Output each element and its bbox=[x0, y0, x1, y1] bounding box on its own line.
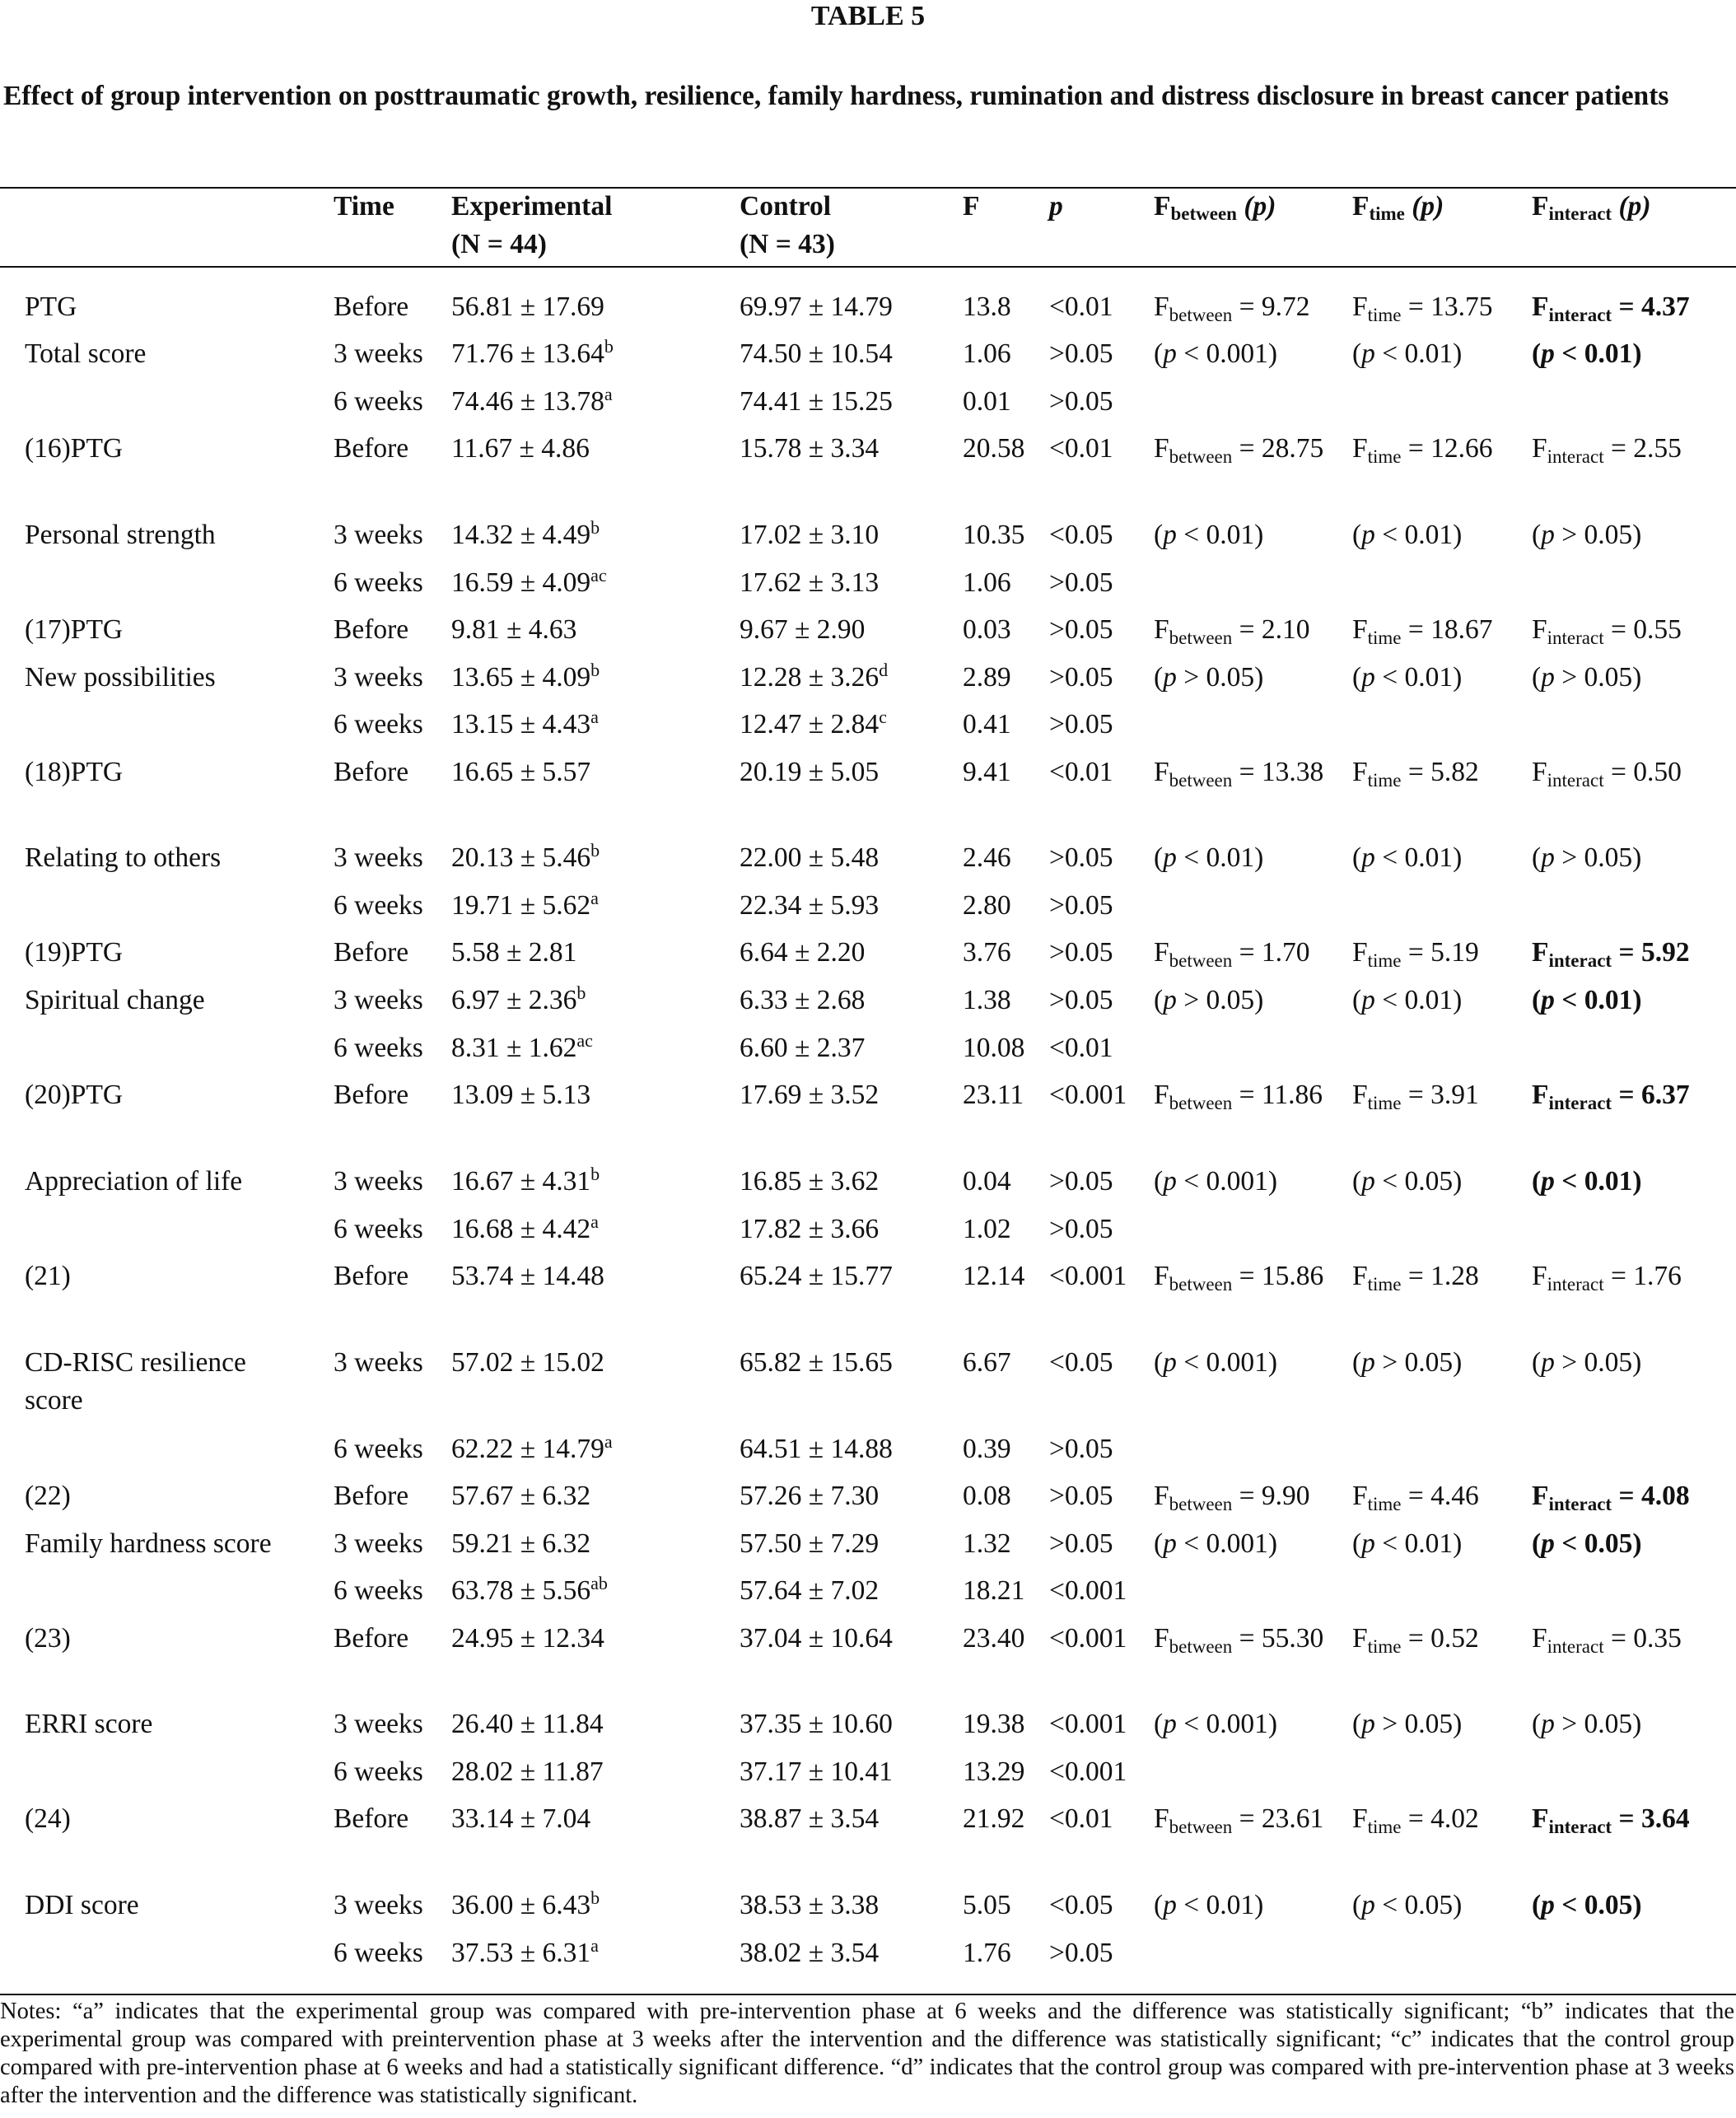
cell-f: 1.32 bbox=[963, 1528, 1011, 1559]
cell-measure: (23) bbox=[25, 1623, 71, 1654]
cell-f-interact: $F_{interact} = 0.50$ bbox=[1532, 757, 1682, 791]
cell-f: 0.08 bbox=[963, 1481, 1011, 1511]
table-caption: Effect of group intervention on posttraumatic growth, resilience, family hardness, rumination and distress disclosure in breast cancer patients bbox=[3, 81, 1669, 111]
cell-time: 6 weeks bbox=[334, 1938, 423, 1968]
cell-p: <0.01 bbox=[1049, 757, 1113, 787]
cell-experimental: 57.67 ± 6.32 bbox=[451, 1481, 591, 1511]
cell-f-between: (p > 0.05) bbox=[1154, 662, 1264, 693]
cell-f-time: (p < 0.01) bbox=[1352, 985, 1463, 1015]
cell-measure: (17)PTG bbox=[25, 614, 124, 645]
cell-f-time: (p < 0.01) bbox=[1352, 520, 1463, 550]
cell-experimental: 19.71 ± 5.62$^a$ bbox=[451, 888, 599, 921]
cell-f-interact: $F_{interact} = 0.55$ bbox=[1532, 614, 1682, 648]
cell-measure: ERRI score bbox=[25, 1709, 153, 1739]
cell-p: >0.05 bbox=[1049, 1166, 1113, 1197]
cell-experimental: 13.15 ± 4.43$^a$ bbox=[451, 707, 599, 739]
cell-experimental: 59.21 ± 6.32 bbox=[451, 1528, 591, 1559]
header-f-time: $F_{time}$ (p) bbox=[1352, 191, 1444, 224]
header-f-between: $F_{between}$ (p) bbox=[1154, 191, 1276, 224]
cell-control: 17.62 ± 3.13 bbox=[740, 567, 880, 598]
cell-f: 5.05 bbox=[963, 1890, 1011, 1920]
cell-control: 20.19 ± 5.05 bbox=[740, 757, 880, 787]
cell-f: 10.08 bbox=[963, 1033, 1025, 1063]
cell-f-between: $F_{between} = 9.90$ bbox=[1154, 1481, 1310, 1514]
cell-measure: (20)PTG bbox=[25, 1080, 124, 1110]
cell-f-time: (p < 0.05) bbox=[1352, 1166, 1463, 1197]
cell-f-between: $F_{between} = 9.72$ bbox=[1154, 292, 1310, 325]
cell-control: 65.24 ± 15.77 bbox=[740, 1261, 893, 1291]
cell-f-time: $F_{time} = 5.82$ bbox=[1352, 757, 1479, 791]
cell-experimental: 26.40 ± 11.84 bbox=[451, 1709, 604, 1739]
cell-time: 3 weeks bbox=[334, 1347, 423, 1378]
cell-control: 64.51 ± 14.88 bbox=[740, 1434, 893, 1464]
cell-f-interact: (p > 0.05) bbox=[1532, 1709, 1642, 1739]
cell-p: <0.05 bbox=[1049, 520, 1113, 550]
cell-control: 6.60 ± 2.37 bbox=[740, 1033, 866, 1063]
cell-time: Before bbox=[334, 757, 409, 787]
cell-f-time: $F_{time} = 3.91$ bbox=[1352, 1080, 1479, 1113]
cell-f-time: $F_{time} = 13.75$ bbox=[1352, 292, 1493, 325]
cell-f: 6.67 bbox=[963, 1347, 1011, 1378]
cell-f: 0.03 bbox=[963, 614, 1011, 645]
cell-experimental: 71.76 ± 13.64$^b$ bbox=[451, 336, 614, 369]
cell-control: 22.00 ± 5.48 bbox=[740, 842, 880, 873]
cell-f: 0.04 bbox=[963, 1166, 1011, 1197]
cell-f-interact: (p < 0.05) bbox=[1532, 1528, 1642, 1559]
cell-f-between: $F_{between} = 1.70$ bbox=[1154, 937, 1310, 971]
cell-control: 6.64 ± 2.20 bbox=[740, 937, 866, 968]
cell-p: <0.01 bbox=[1049, 1033, 1113, 1063]
cell-f: 0.41 bbox=[963, 709, 1011, 739]
table-top-rule bbox=[0, 187, 1736, 189]
cell-f-between: $F_{between} = 28.75$ bbox=[1154, 433, 1324, 467]
cell-time: Before bbox=[334, 1080, 409, 1110]
cell-control: 17.82 ± 3.66 bbox=[740, 1214, 880, 1244]
cell-time: 6 weeks bbox=[334, 1434, 423, 1464]
cell-p: <0.001 bbox=[1049, 1623, 1127, 1654]
cell-measure: Family hardness score bbox=[25, 1528, 272, 1559]
cell-f-time: (p > 0.05) bbox=[1352, 1709, 1463, 1739]
cell-control: 37.35 ± 10.60 bbox=[740, 1709, 893, 1739]
cell-measure: Spiritual change bbox=[25, 985, 205, 1015]
cell-f: 1.38 bbox=[963, 985, 1011, 1015]
cell-experimental: 74.46 ± 13.78$^a$ bbox=[451, 384, 613, 417]
cell-measure: PTG bbox=[25, 292, 77, 322]
cell-measure: Personal strength bbox=[25, 520, 216, 550]
cell-f-between: $F_{between} = 15.86$ bbox=[1154, 1261, 1324, 1295]
cell-f-between: (p < 0.001) bbox=[1154, 1528, 1278, 1559]
cell-control: 57.50 ± 7.29 bbox=[740, 1528, 880, 1559]
cell-f: 19.38 bbox=[963, 1709, 1025, 1739]
cell-control: 22.34 ± 5.93 bbox=[740, 890, 880, 921]
cell-control: 16.85 ± 3.62 bbox=[740, 1166, 880, 1197]
cell-measure: (21) bbox=[25, 1261, 71, 1291]
cell-time: 3 weeks bbox=[334, 662, 423, 693]
cell-control: 12.28 ± 3.26$^d$ bbox=[740, 660, 889, 693]
cell-p: <0.05 bbox=[1049, 1890, 1113, 1920]
cell-time: 3 weeks bbox=[334, 520, 423, 550]
cell-p: <0.001 bbox=[1049, 1080, 1127, 1110]
cell-f-time: $F_{time} = 12.66$ bbox=[1352, 433, 1493, 467]
cell-control: 37.17 ± 10.41 bbox=[740, 1756, 893, 1787]
cell-experimental: 57.02 ± 15.02 bbox=[451, 1347, 604, 1378]
cell-p: <0.001 bbox=[1049, 1709, 1127, 1739]
cell-experimental: 62.22 ± 14.79$^a$ bbox=[451, 1431, 613, 1464]
cell-p: >0.05 bbox=[1049, 985, 1113, 1015]
cell-measure: DDI score bbox=[25, 1890, 139, 1920]
cell-f-time: $F_{time} = 5.19$ bbox=[1352, 937, 1479, 971]
cell-f-between: $F_{between} = 13.38$ bbox=[1154, 757, 1324, 791]
cell-experimental: 33.14 ± 7.04 bbox=[451, 1803, 591, 1834]
cell-f: 10.35 bbox=[963, 520, 1025, 550]
cell-experimental: 24.95 ± 12.34 bbox=[451, 1623, 604, 1654]
cell-p: <0.001 bbox=[1049, 1575, 1127, 1606]
cell-measure: New possibilities bbox=[25, 662, 216, 693]
cell-control: 38.02 ± 3.54 bbox=[740, 1938, 880, 1968]
cell-control: 38.53 ± 3.38 bbox=[740, 1890, 880, 1920]
cell-experimental: 13.65 ± 4.09$^b$ bbox=[451, 660, 600, 693]
cell-f-interact: $F_{interact} = 6.37$ bbox=[1532, 1080, 1690, 1113]
cell-measure: (19)PTG bbox=[25, 937, 124, 968]
cell-f-time: $F_{time} = 0.52$ bbox=[1352, 1623, 1479, 1657]
cell-time: 6 weeks bbox=[334, 1033, 423, 1063]
cell-p: >0.05 bbox=[1049, 338, 1113, 369]
cell-time: 6 weeks bbox=[334, 1214, 423, 1244]
cell-p: >0.05 bbox=[1049, 709, 1113, 739]
cell-f-interact: (p > 0.05) bbox=[1532, 1347, 1642, 1378]
cell-f-time: $F_{time} = 1.28$ bbox=[1352, 1261, 1479, 1295]
table-label: TABLE 5 bbox=[810, 1, 926, 31]
cell-p: <0.05 bbox=[1049, 1347, 1113, 1378]
cell-experimental: 9.81 ± 4.63 bbox=[451, 614, 577, 645]
table-bottom-rule bbox=[0, 1994, 1736, 1995]
cell-control: 69.97 ± 14.79 bbox=[740, 292, 893, 322]
cell-f: 23.11 bbox=[963, 1080, 1024, 1110]
cell-control: 17.02 ± 3.10 bbox=[740, 520, 880, 550]
cell-p: <0.01 bbox=[1049, 433, 1113, 464]
cell-time: Before bbox=[334, 1803, 409, 1834]
cell-experimental: 56.81 ± 17.69 bbox=[451, 292, 604, 322]
cell-control: 9.67 ± 2.90 bbox=[740, 614, 866, 645]
cell-f-time: (p > 0.05) bbox=[1352, 1347, 1463, 1378]
cell-f-interact: (p < 0.01) bbox=[1532, 1166, 1642, 1197]
cell-f: 23.40 bbox=[963, 1623, 1025, 1654]
cell-f-between: (p < 0.01) bbox=[1154, 1890, 1264, 1920]
cell-p: >0.05 bbox=[1049, 890, 1113, 921]
cell-f: 13.8 bbox=[963, 292, 1011, 322]
cell-f: 2.80 bbox=[963, 890, 1011, 921]
cell-f: 0.01 bbox=[963, 386, 1011, 417]
cell-p: >0.05 bbox=[1049, 614, 1113, 645]
cell-f-interact: (p > 0.05) bbox=[1532, 520, 1642, 550]
cell-experimental: 8.31 ± 1.62$^{ac}$ bbox=[451, 1030, 593, 1063]
cell-f-between: $F_{between} = 55.30$ bbox=[1154, 1623, 1324, 1657]
cell-measure: Total score bbox=[25, 338, 147, 369]
cell-f-interact: $F_{interact} = 1.76$ bbox=[1532, 1261, 1682, 1295]
header-control: Control (N = 43) bbox=[740, 191, 835, 259]
cell-f: 20.58 bbox=[963, 433, 1025, 464]
cell-measure: (24) bbox=[25, 1803, 71, 1834]
cell-p: >0.05 bbox=[1049, 1434, 1113, 1464]
cell-control: 57.64 ± 7.02 bbox=[740, 1575, 880, 1606]
cell-f-time: (p < 0.05) bbox=[1352, 1890, 1463, 1920]
cell-time: 6 weeks bbox=[334, 709, 423, 739]
cell-measure: (16)PTG bbox=[25, 433, 124, 464]
cell-time: 3 weeks bbox=[334, 1166, 423, 1197]
cell-experimental: 53.74 ± 14.48 bbox=[451, 1261, 604, 1291]
cell-control: 57.26 ± 7.30 bbox=[740, 1481, 880, 1511]
cell-f-between: (p < 0.01) bbox=[1154, 842, 1264, 873]
cell-control: 74.41 ± 15.25 bbox=[740, 386, 893, 417]
cell-f: 1.02 bbox=[963, 1214, 1011, 1244]
cell-f-time: (p < 0.01) bbox=[1352, 842, 1463, 873]
cell-f-time: (p < 0.01) bbox=[1352, 1528, 1463, 1559]
cell-measure: CD-RISC resilience score bbox=[25, 1347, 246, 1416]
cell-experimental: 20.13 ± 5.46$^b$ bbox=[451, 840, 600, 873]
cell-control: 6.33 ± 2.68 bbox=[740, 985, 866, 1015]
cell-f-interact: $F_{interact} = 2.55$ bbox=[1532, 433, 1682, 467]
table-header-rule bbox=[0, 266, 1736, 268]
cell-f: 2.46 bbox=[963, 842, 1011, 873]
cell-measure: (22) bbox=[25, 1481, 71, 1511]
cell-f: 2.89 bbox=[963, 662, 1011, 693]
cell-time: Before bbox=[334, 937, 409, 968]
cell-f-between: (p > 0.05) bbox=[1154, 985, 1264, 1015]
cell-control: 12.47 ± 2.84$^c$ bbox=[740, 707, 887, 739]
cell-f-interact: (p < 0.05) bbox=[1532, 1890, 1642, 1920]
cell-f-between: $F_{between} = 2.10$ bbox=[1154, 614, 1310, 648]
cell-time: 3 weeks bbox=[334, 985, 423, 1015]
cell-time: Before bbox=[334, 614, 409, 645]
cell-experimental: 37.53 ± 6.31$^a$ bbox=[451, 1935, 599, 1968]
cell-f: 12.14 bbox=[963, 1261, 1025, 1291]
cell-time: 6 weeks bbox=[334, 1575, 423, 1606]
cell-control: 38.87 ± 3.54 bbox=[740, 1803, 880, 1834]
cell-f-interact: $F_{interact} = 4.37$ bbox=[1532, 292, 1690, 325]
cell-f-interact: (p > 0.05) bbox=[1532, 842, 1642, 873]
cell-f: 1.76 bbox=[963, 1938, 1011, 1968]
cell-f-time: $F_{time} = 4.02$ bbox=[1352, 1803, 1479, 1837]
cell-p: <0.01 bbox=[1049, 1803, 1113, 1834]
cell-time: Before bbox=[334, 433, 409, 464]
cell-f-between: (p < 0.001) bbox=[1154, 338, 1278, 369]
cell-experimental: 36.00 ± 6.43$^b$ bbox=[451, 1887, 600, 1920]
cell-experimental: 16.65 ± 5.57 bbox=[451, 757, 591, 787]
cell-f-between: $F_{between} = 23.61$ bbox=[1154, 1803, 1324, 1837]
cell-experimental: 13.09 ± 5.13 bbox=[451, 1080, 591, 1110]
table-notes: Notes: “a” indicates that the experimental group was compared with pre-intervention phase at 6 weeks and the difference was statistically significant; “b” indicates that the experimental group was compared with preintervention phase at 3 weeks after the intervention and the difference was statistically significant; “c” indicates that the control group compared with pre-intervention phase at 6 weeks and had a statistically significant difference. “d” indicates that the control group was compared with pre-intervention phase at 3 weeks after the intervention and the difference was statistically significant. bbox=[0, 1999, 1734, 2108]
cell-p: >0.05 bbox=[1049, 1481, 1113, 1511]
cell-f-time: $F_{time} = 4.46$ bbox=[1352, 1481, 1479, 1514]
cell-time: Before bbox=[334, 1261, 409, 1291]
cell-control: 17.69 ± 3.52 bbox=[740, 1080, 880, 1110]
cell-f-interact: (p > 0.05) bbox=[1532, 662, 1642, 693]
cell-f: 1.06 bbox=[963, 338, 1011, 369]
cell-experimental: 16.59 ± 4.09$^{ac}$ bbox=[451, 565, 607, 598]
cell-p: >0.05 bbox=[1049, 1528, 1113, 1559]
cell-p: >0.05 bbox=[1049, 386, 1113, 417]
cell-f: 18.21 bbox=[963, 1575, 1025, 1606]
cell-f-time: (p < 0.01) bbox=[1352, 662, 1463, 693]
cell-f: 0.39 bbox=[963, 1434, 1011, 1464]
cell-experimental: 16.67 ± 4.31$^b$ bbox=[451, 1164, 600, 1197]
cell-f-interact: $F_{interact} = 5.92$ bbox=[1532, 937, 1690, 971]
cell-control: 74.50 ± 10.54 bbox=[740, 338, 893, 369]
cell-p: >0.05 bbox=[1049, 567, 1113, 598]
cell-time: 6 weeks bbox=[334, 567, 423, 598]
cell-f-interact: $F_{interact} = 4.08$ bbox=[1532, 1481, 1690, 1514]
cell-f-time: (p < 0.01) bbox=[1352, 338, 1463, 369]
cell-time: 6 weeks bbox=[334, 386, 423, 417]
cell-p: >0.05 bbox=[1049, 1938, 1113, 1968]
cell-experimental: 63.78 ± 5.56$^{ab}$ bbox=[451, 1573, 608, 1606]
cell-measure: (18)PTG bbox=[25, 757, 124, 787]
cell-f: 13.29 bbox=[963, 1756, 1025, 1787]
cell-control: 65.82 ± 15.65 bbox=[740, 1347, 893, 1378]
cell-f-between: (p < 0.001) bbox=[1154, 1347, 1278, 1378]
cell-time: Before bbox=[334, 1481, 409, 1511]
cell-p: >0.05 bbox=[1049, 937, 1113, 968]
cell-experimental: 5.58 ± 2.81 bbox=[451, 937, 577, 968]
cell-control: 15.78 ± 3.34 bbox=[740, 433, 880, 464]
cell-p: >0.05 bbox=[1049, 842, 1113, 873]
cell-f: 3.76 bbox=[963, 937, 1011, 968]
cell-p: >0.05 bbox=[1049, 1214, 1113, 1244]
cell-f-interact: $F_{interact} = 3.64$ bbox=[1532, 1803, 1690, 1837]
cell-f: 21.92 bbox=[963, 1803, 1025, 1834]
cell-time: 6 weeks bbox=[334, 1756, 423, 1787]
cell-p: <0.01 bbox=[1049, 292, 1113, 322]
cell-f-between: (p < 0.001) bbox=[1154, 1709, 1278, 1739]
cell-time: Before bbox=[334, 292, 409, 322]
header-experimental: Experimental (N = 44) bbox=[451, 191, 613, 259]
cell-f: 9.41 bbox=[963, 757, 1011, 787]
cell-p: >0.05 bbox=[1049, 662, 1113, 693]
cell-measure: Appreciation of life bbox=[25, 1166, 243, 1197]
cell-time: Before bbox=[334, 1623, 409, 1654]
cell-experimental: 28.02 ± 11.87 bbox=[451, 1756, 604, 1787]
cell-time: 6 weeks bbox=[334, 890, 423, 921]
header-p: p bbox=[1049, 191, 1063, 222]
cell-f-interact: $F_{interact} = 0.35$ bbox=[1532, 1623, 1682, 1657]
cell-experimental: 6.97 ± 2.36$^b$ bbox=[451, 982, 586, 1015]
cell-f-interact: (p < 0.01) bbox=[1532, 985, 1642, 1015]
cell-f-time: $F_{time} = 18.67$ bbox=[1352, 614, 1493, 648]
cell-time: 3 weeks bbox=[334, 1890, 423, 1920]
header-f: F bbox=[963, 191, 980, 222]
cell-experimental: 16.68 ± 4.42$^a$ bbox=[451, 1211, 599, 1244]
header-f-interact: $F_{interact}$ (p) bbox=[1532, 191, 1651, 224]
cell-time: 3 weeks bbox=[334, 1709, 423, 1739]
cell-control: 37.04 ± 10.64 bbox=[740, 1623, 893, 1654]
cell-f-between: (p < 0.001) bbox=[1154, 1166, 1278, 1197]
cell-experimental: 11.67 ± 4.86 bbox=[451, 433, 590, 464]
cell-f-interact: (p < 0.01) bbox=[1532, 338, 1642, 369]
cell-time: 3 weeks bbox=[334, 1528, 423, 1559]
cell-experimental: 14.32 ± 4.49$^b$ bbox=[451, 517, 600, 550]
header-time: Time bbox=[334, 191, 394, 222]
cell-time: 3 weeks bbox=[334, 842, 423, 873]
cell-p: <0.001 bbox=[1049, 1261, 1127, 1291]
cell-f-between: $F_{between} = 11.86$ bbox=[1154, 1080, 1323, 1113]
cell-p: <0.001 bbox=[1049, 1756, 1127, 1787]
cell-f-between: (p < 0.01) bbox=[1154, 520, 1264, 550]
cell-measure: Relating to others bbox=[25, 842, 222, 873]
cell-f: 1.06 bbox=[963, 567, 1011, 598]
cell-time: 3 weeks bbox=[334, 338, 423, 369]
